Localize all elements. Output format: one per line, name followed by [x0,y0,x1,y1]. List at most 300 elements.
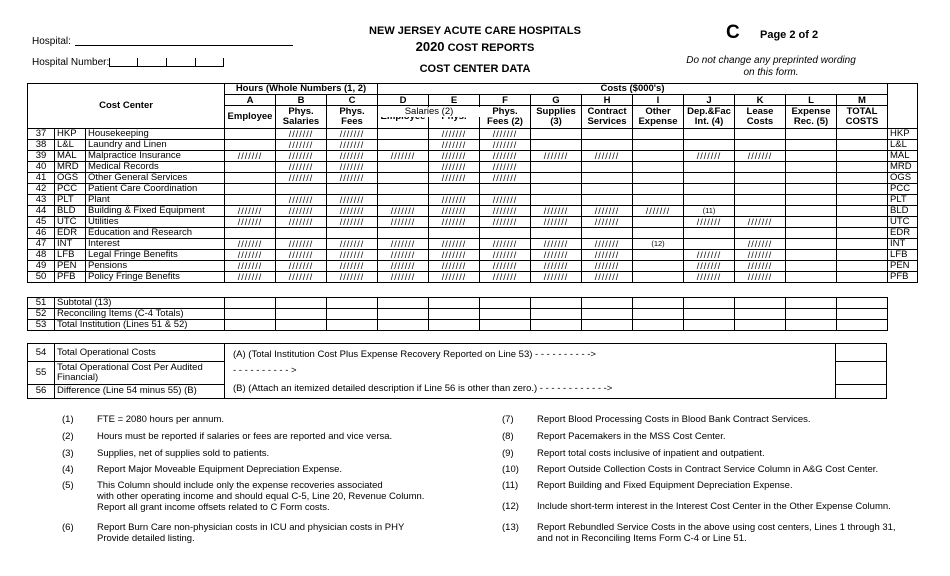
blocked-cell: /////// [276,173,327,184]
column-label: Dep.&Fac Int. (4) [684,106,735,129]
input-cell[interactable] [429,184,480,195]
ops-value-56[interactable] [836,384,887,398]
line-number: 39 [28,151,55,162]
cost-center-code-right: LFB [888,250,918,261]
table-row [28,140,918,151]
input-cell[interactable] [633,151,684,162]
blocked-cell: /////// [429,250,480,261]
column-letter: M [837,95,888,106]
input-cell[interactable] [531,228,582,239]
input-cell[interactable] [735,228,786,239]
input-cell[interactable] [684,184,735,195]
input-cell[interactable] [837,309,888,320]
cost-center-name: Patient Care Coordination [86,184,225,195]
input-cell[interactable] [327,298,378,309]
blocked-cell: /////// [327,239,378,250]
input-cell[interactable] [531,129,582,140]
input-cell[interactable] [633,140,684,151]
blocked-cell: /////// [480,195,531,206]
cost-center-code: OGS [55,173,86,184]
blocked-cell: /////// [531,261,582,272]
blocked-cell: /////// [429,173,480,184]
operational-table [27,343,887,399]
input-cell[interactable] [225,320,276,331]
ops-name: Total Operational Cost Per Audited Financial) [55,362,225,384]
cost-center-code-right: PEN [888,261,918,272]
input-cell[interactable] [684,239,735,250]
line-number: 43 [28,195,55,206]
ops-name: Difference (Line 54 minus 55) (B) [55,384,225,398]
blocked-cell: /////// [531,239,582,250]
input-cell[interactable] [633,162,684,173]
input-cell[interactable] [480,184,531,195]
form-letter: C [726,22,740,43]
cost-center-name: Pensions [86,261,225,272]
table-row [28,272,918,283]
footnote-text: Report Building and Fixed Equipment Depreciation Expense. [537,480,793,491]
hours-group-header: Hours (Whole Numbers (1, 2) [225,84,378,95]
subtotal-row [28,298,888,309]
input-cell[interactable] [531,298,582,309]
blocked-cell: /////// [378,206,429,217]
line-number: 47 [28,239,55,250]
input-cell[interactable] [378,184,429,195]
blocked-cell: /////// [276,272,327,283]
blocked-cell: /////// [735,272,786,283]
blocked-cell: /////// [735,239,786,250]
blocked-cell: /////// [276,162,327,173]
input-cell[interactable] [735,162,786,173]
input-cell[interactable] [225,195,276,206]
blocked-cell: /////// [480,129,531,140]
input-cell[interactable] [837,195,888,206]
column-letter: C [327,95,378,106]
line-number: 50 [28,272,55,283]
input-cell[interactable] [531,173,582,184]
input-cell[interactable] [582,129,633,140]
blocked-cell: /////// [684,272,735,283]
blocked-cell: /////// [582,261,633,272]
blocked-cell: /////// [480,173,531,184]
input-cell[interactable] [582,184,633,195]
input-cell[interactable] [225,129,276,140]
input-cell[interactable] [378,195,429,206]
column-letter: B [276,95,327,106]
input-cell[interactable] [837,217,888,228]
input-cell[interactable] [582,195,633,206]
blocked-cell: /////// [429,129,480,140]
blocked-cell: /////// [735,261,786,272]
footnote-text: FTE = 2080 hours per annum. [97,414,225,425]
line-number: 48 [28,250,55,261]
input-cell[interactable] [684,162,735,173]
blocked-cell: /////// [276,250,327,261]
footnote-text: Report Pacemakers in the MSS Cost Center. [537,431,726,442]
blocked-cell: /////// [378,151,429,162]
input-cell[interactable] [225,162,276,173]
hospital-number-label: Hospital Number: [32,57,110,68]
input-cell[interactable] [276,228,327,239]
input-cell[interactable] [735,298,786,309]
input-cell[interactable] [378,320,429,331]
input-cell[interactable] [735,173,786,184]
input-cell[interactable] [429,320,480,331]
input-cell[interactable] [531,162,582,173]
input-cell[interactable] [735,320,786,331]
input-cell[interactable] [633,184,684,195]
page-number: Page 2 of 2 [760,29,819,41]
footnote-number: (13) [502,522,519,533]
cost-center-code-right: MAL [888,151,918,162]
footnote-number: (7) [502,414,514,425]
input-cell[interactable] [684,309,735,320]
blocked-cell: /////// [429,261,480,272]
table-row [28,217,918,228]
cost-center-code-right: PLT [888,195,918,206]
table-row [28,184,918,195]
input-cell[interactable] [786,151,837,162]
input-cell[interactable] [378,173,429,184]
input-cell[interactable] [327,309,378,320]
cost-center-name: Building & Fixed Equipment [86,206,225,217]
footnote-number: (10) [502,464,519,475]
cost-center-name: Laundry and Linen [86,140,225,151]
input-cell[interactable] [480,228,531,239]
hospital-number-input[interactable] [109,56,224,67]
input-cell[interactable] [684,298,735,309]
input-cell[interactable] [327,320,378,331]
ops-value-55[interactable] [836,362,887,384]
column-label: Lease Costs [735,106,786,129]
input-cell[interactable] [429,309,480,320]
ops-notes [225,344,836,399]
input-cell[interactable] [633,250,684,261]
input-cell[interactable] [786,129,837,140]
blocked-cell: /////// [582,239,633,250]
input-cell[interactable] [735,309,786,320]
blocked-cell: /////// [480,250,531,261]
input-cell[interactable] [837,129,888,140]
input-cell[interactable] [378,309,429,320]
input-cell[interactable] [786,261,837,272]
input-cell[interactable] [633,195,684,206]
input-cell[interactable] [786,239,837,250]
footnote-number: (2) [62,431,74,442]
input-cell[interactable] [225,184,276,195]
input-cell[interactable] [378,228,429,239]
input-cell[interactable] [684,129,735,140]
blocked-cell: /////// [327,195,378,206]
blocked-cell: /////// [480,151,531,162]
input-cell[interactable] [786,272,837,283]
note-a-continued: - - - - - - - - - - > [233,365,297,376]
input-cell[interactable] [837,298,888,309]
line-number: 42 [28,184,55,195]
input-cell[interactable] [327,184,378,195]
input-cell[interactable] [837,261,888,272]
input-cell[interactable] [684,173,735,184]
input-cell[interactable] [786,320,837,331]
input-cell[interactable] [837,320,888,331]
blocked-cell: /////// [378,239,429,250]
input-cell[interactable] [633,272,684,283]
input-cell[interactable] [684,228,735,239]
input-cell[interactable] [684,195,735,206]
blocked-cell: /////// [276,140,327,151]
cost-center-name: Interest [86,239,225,250]
input-cell[interactable] [225,228,276,239]
column-label: Expense Rec. (5) [786,106,837,129]
input-cell[interactable] [786,140,837,151]
input-cell[interactable] [582,320,633,331]
column-label: TOTAL COSTS [837,106,888,129]
ops-value-54[interactable] [836,344,887,362]
subtotal-row [28,320,888,331]
input-cell[interactable] [327,228,378,239]
blocked-cell: /////// [480,261,531,272]
input-cell[interactable] [786,206,837,217]
blocked-cell: /////// [378,272,429,283]
blocked-cell: /////// [582,272,633,283]
input-cell[interactable] [276,309,327,320]
column-letter: F [480,95,531,106]
input-cell[interactable] [225,309,276,320]
input-cell[interactable] [786,162,837,173]
input-cell[interactable] [378,129,429,140]
input-cell[interactable] [531,195,582,206]
input-cell[interactable] [786,250,837,261]
input-cell[interactable] [633,261,684,272]
hospital-input[interactable] [75,35,293,46]
input-cell[interactable] [837,239,888,250]
footnote-number: (4) [62,464,74,475]
blocked-cell: /////// [531,272,582,283]
input-cell[interactable] [786,195,837,206]
input-cell[interactable] [429,298,480,309]
cost-center-code-right: MRD [888,162,918,173]
table-row [28,206,918,217]
input-cell[interactable] [378,298,429,309]
blocked-cell: /////// [429,272,480,283]
blocked-cell: /////// [582,151,633,162]
column-letter: A [225,95,276,106]
input-cell[interactable] [786,184,837,195]
blocked-cell: /////// [429,162,480,173]
footnote-text: This Column should include only the expense recoveries associated with other operating income and should equal C-5, Line 20, Revenue Column. Report all grant income offsets related to C Form costs. [97,480,425,513]
input-cell[interactable] [786,228,837,239]
report-label: COST REPORTS [447,42,535,54]
table-row [28,151,918,162]
footnote-number: (8) [502,431,514,442]
table-row [28,173,918,184]
preprinted-note: Do not change any preprinted wording on this form. [686,55,856,78]
input-cell[interactable] [429,228,480,239]
column-letter: H [582,95,633,106]
input-cell[interactable] [633,173,684,184]
input-cell[interactable] [225,140,276,151]
table-row [28,195,918,206]
input-cell[interactable] [837,228,888,239]
subtotal-table [27,297,888,331]
input-cell[interactable] [531,320,582,331]
blocked-cell: /////// [582,206,633,217]
blocked-cell: /////// [684,250,735,261]
line-number: 41 [28,173,55,184]
note-b: (B) (Attach an itemized detailed description if Line 56 is other than zero.) - - - - - - - - - - - -> [233,383,613,394]
blocked-cell: /////// [276,195,327,206]
column-letter: I [633,95,684,106]
input-cell[interactable] [582,309,633,320]
footnote-number: (1) [62,414,74,425]
input-cell[interactable] [531,184,582,195]
table-row [28,228,918,239]
blocked-cell: /////// [378,217,429,228]
cost-center-code: LFB [55,250,86,261]
subtitle: COST CENTER DATA [419,63,531,75]
input-cell[interactable] [633,320,684,331]
blocked-cell: /////// [735,217,786,228]
code-column-header [888,84,918,129]
input-cell[interactable] [633,217,684,228]
table-row [28,261,918,272]
input-cell[interactable] [582,173,633,184]
input-cell[interactable] [684,320,735,331]
title-line: NEW JERSEY ACUTE CARE HOSPITALS [369,25,581,37]
cost-center-code: EDR [55,228,86,239]
blocked-cell: /////// [531,217,582,228]
footnote-text: Report Rebundled Service Costs in the above using cost centers, Lines 1 through 31, and not in Reconciling Items Form C-4 or Line 51. [537,522,896,544]
cost-center-code: INT [55,239,86,250]
blocked-cell: /////// [378,250,429,261]
blocked-cell: /////// [633,206,684,217]
input-cell[interactable] [582,140,633,151]
input-cell[interactable] [633,228,684,239]
input-cell[interactable] [276,298,327,309]
subtotal-name: Subtotal (13) [55,298,225,309]
column-label: Supplies (3) [531,106,582,129]
blocked-cell: /////// [735,250,786,261]
blocked-cell: /////// [327,129,378,140]
blocked-cell: /////// [327,151,378,162]
input-cell[interactable] [735,129,786,140]
line-number: 40 [28,162,55,173]
input-cell[interactable] [378,162,429,173]
input-cell[interactable] [633,129,684,140]
input-cell[interactable] [735,184,786,195]
column-label: Phys. Fees [327,106,378,129]
input-cell[interactable] [786,298,837,309]
input-cell[interactable] [837,173,888,184]
input-cell[interactable] [735,195,786,206]
blocked-cell: /////// [327,206,378,217]
input-cell[interactable] [480,320,531,331]
input-cell[interactable] [225,298,276,309]
input-cell[interactable] [531,140,582,151]
input-cell[interactable] [837,206,888,217]
footnote-ref: (12) [633,239,684,250]
input-cell[interactable] [837,162,888,173]
cost-center-code: BLD [55,206,86,217]
footnote-text: Report Major Moveable Equipment Depreciation Expense. [97,464,343,475]
input-cell[interactable] [225,173,276,184]
cost-center-code-right: L&L [888,140,918,151]
blocked-cell: /////// [327,162,378,173]
cost-center-code-right: BLD [888,206,918,217]
blocked-cell: /////// [531,206,582,217]
column-label: Phys. Fees (2) [480,106,531,129]
input-cell[interactable] [633,298,684,309]
blocked-cell: /////// [276,129,327,140]
input-cell[interactable] [480,298,531,309]
blocked-cell: /////// [582,250,633,261]
costs-group-header: Costs ($000's) [378,84,888,95]
input-cell[interactable] [837,272,888,283]
footnote-number: (6) [62,522,74,533]
line-number: 52 [28,309,55,320]
blocked-cell: /////// [582,217,633,228]
input-cell[interactable] [837,184,888,195]
input-cell[interactable] [786,173,837,184]
column-letter: D [378,95,429,106]
cost-center-code: HKP [55,129,86,140]
cost-center-code-right: INT [888,239,918,250]
input-cell[interactable] [735,140,786,151]
footnote-text: Report Burn Care non-physician costs in ICU and physician costs in PHY Provide detailed listing. [97,522,405,544]
footnote-text: Report total costs inclusive of inpatient and outpatient. [537,448,765,459]
cost-center-code-right: EDR [888,228,918,239]
input-cell[interactable] [531,309,582,320]
input-cell[interactable] [786,309,837,320]
report-year: 2020 [415,39,445,54]
cost-center-code-right: OGS [888,173,918,184]
cost-center-code-right: UTC [888,217,918,228]
input-cell[interactable] [786,217,837,228]
input-cell[interactable] [582,228,633,239]
table-row [28,129,918,140]
blocked-cell: /////// [429,217,480,228]
blocked-cell: /////// [276,239,327,250]
line-number: 45 [28,217,55,228]
column-label: Contract Services [582,106,633,129]
input-cell[interactable] [735,206,786,217]
ops-line: 54 [28,344,55,362]
cost-center-code: PEN [55,261,86,272]
input-cell[interactable] [378,140,429,151]
table-row [28,250,918,261]
input-cell[interactable] [837,151,888,162]
input-cell[interactable] [480,309,531,320]
blocked-cell: /////// [480,272,531,283]
input-cell[interactable] [837,250,888,261]
input-cell[interactable] [276,184,327,195]
input-cell[interactable] [684,140,735,151]
blocked-cell: /////// [684,217,735,228]
input-cell[interactable] [276,320,327,331]
column-letter: K [735,95,786,106]
blocked-cell: /////// [480,206,531,217]
footnote-number: (12) [502,501,519,512]
input-cell[interactable] [582,162,633,173]
input-cell[interactable] [582,298,633,309]
blocked-cell: /////// [225,239,276,250]
blocked-cell: /////// [480,239,531,250]
input-cell[interactable] [633,309,684,320]
input-cell[interactable] [837,140,888,151]
subtotal-name: Reconciling Items (C-4 Totals) [55,309,225,320]
column-letter: E [429,95,480,106]
blocked-cell: /////// [276,206,327,217]
ops-name: Total Operational Costs [55,344,225,362]
